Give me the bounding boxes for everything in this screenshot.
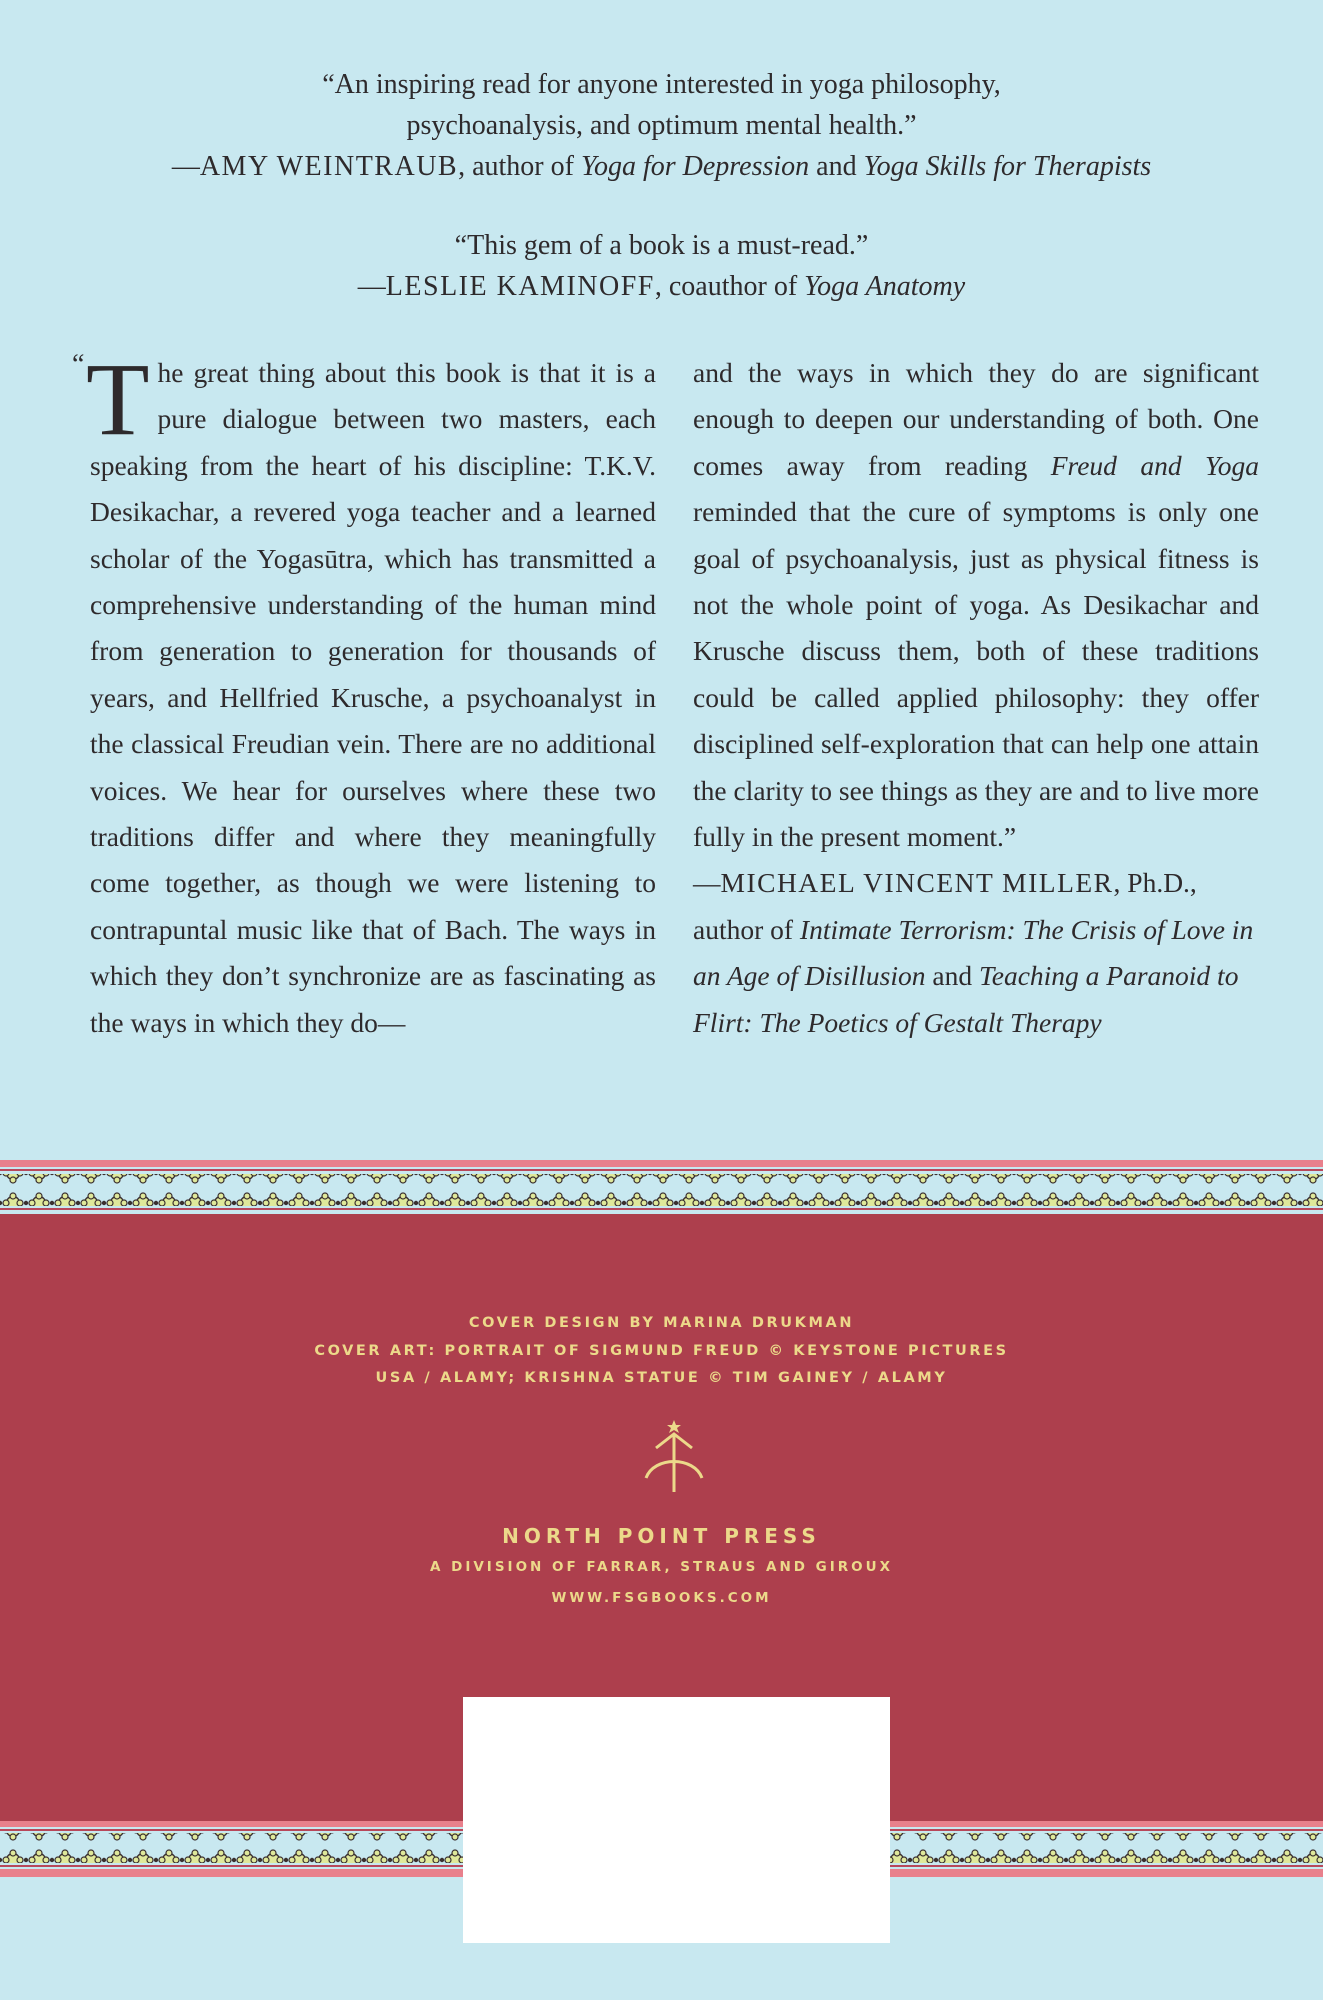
author-name: LESLIE KAMINOFF bbox=[385, 271, 655, 302]
open-quote-mark: “ bbox=[72, 349, 85, 380]
cover-credits bbox=[0, 1310, 1323, 1393]
blurb-line: psychoanalysis, and optimum mental health.” bbox=[406, 110, 917, 141]
credit-line: USA / ALAMY; KRISHNA STATUE © TIM GAINEY / ALAMY bbox=[375, 1370, 948, 1386]
north-point-press-logo-icon bbox=[636, 1420, 716, 1510]
long-quote-text: and the ways in which they do are significant enough to deepen our understanding of both. One comes away from reading Freud and Yoga reminded that the cure of symptoms is only one goal of psychoanalysis, just as physical fitness is not the whole point of yoga. As Desikachar and Krusche discuss them, both of these traditions could be called applied philosophy: they offer disciplined self-exploration that can help one attain the clarity to see things as they are and to live more fully in the present moment.” bbox=[693, 357, 1259, 853]
long-quote-attribution: —MICHAEL VINCENT MILLER, Ph.D., author of Intimate Terrorism: The Crisis of Love in an Age of Disillusion and Teaching a Paranoid to Flirt: The Poetics of Gestalt Therapy bbox=[693, 867, 1254, 1038]
author-name: AMY WEINTRAUB bbox=[199, 151, 459, 182]
book-title: Teaching a Paranoid to Flirt: The Poetics of Gestalt Therapy bbox=[693, 960, 1239, 1038]
blurb-attribution: —AMY WEINTRAUB, author of Yoga for Depression and Yoga Skills for Therapists bbox=[171, 151, 1152, 182]
publisher-division: A DIVISION OF FARRAR, STRAUS AND GIROUX bbox=[429, 1559, 894, 1575]
long-quote-right-column bbox=[693, 350, 1259, 1046]
blurb-line: “This gem of a book is a must-read.” bbox=[454, 230, 869, 261]
author-name: MICHAEL VINCENT MILLER bbox=[720, 867, 1114, 899]
credit-line: COVER ART: PORTRAIT OF SIGMUND FREUD © KEYSTONE PICTURES bbox=[314, 1342, 1009, 1359]
credit-line: COVER DESIGN BY MARINA DRUKMAN bbox=[468, 1315, 855, 1331]
book-title: Yoga Skills for Therapists bbox=[863, 151, 1152, 182]
blurb-weintraub bbox=[0, 64, 1323, 187]
barcode-area bbox=[463, 1697, 890, 1943]
publisher-block bbox=[0, 1520, 1323, 1614]
publisher-website: WWW.FSGBOOKS.COM bbox=[551, 1590, 772, 1606]
book-title: Yoga for Depression bbox=[580, 151, 810, 182]
long-quote-text: he great thing about this book is that it is a pure dialogue between two masters, each speaking from the heart of his discipline: T.K.V. Desikachar, a revered yoga teacher and a learned scholar of the Yogasūtra, which has transmitted a comprehensive understanding of the human mind from generation to generation for thousands of years, and Hellfried Krusche, a psychoanalyst in the classical Freudian vein. There are no additional voices. We hear for ourselves where these two traditions differ and where they meaningfully come together, as though we were listening to contrapuntal music like that of Bach. The ways in which they don’t synchronize are as fascinating as the ways in which they do— bbox=[90, 357, 656, 1038]
blurb-attribution: —LESLIE KAMINOFF, coauthor of Yoga Anatomy bbox=[357, 271, 966, 302]
blurb-kaminoff bbox=[0, 225, 1323, 307]
ornamental-border-top bbox=[0, 1158, 1323, 1224]
publisher-name: NORTH POINT PRESS bbox=[502, 1524, 821, 1548]
book-title: Intimate Terrorism: The Crisis of Love in an Age of Disillusion bbox=[693, 913, 1254, 992]
long-quote-left-column bbox=[72, 342, 656, 1046]
drop-cap: T bbox=[86, 342, 150, 457]
book-title: Freud and Yoga bbox=[1050, 449, 1259, 481]
book-title: Yoga Anatomy bbox=[804, 271, 966, 302]
blurb-line: “An inspiring read for anyone interested in yoga philosophy, bbox=[322, 69, 1001, 100]
